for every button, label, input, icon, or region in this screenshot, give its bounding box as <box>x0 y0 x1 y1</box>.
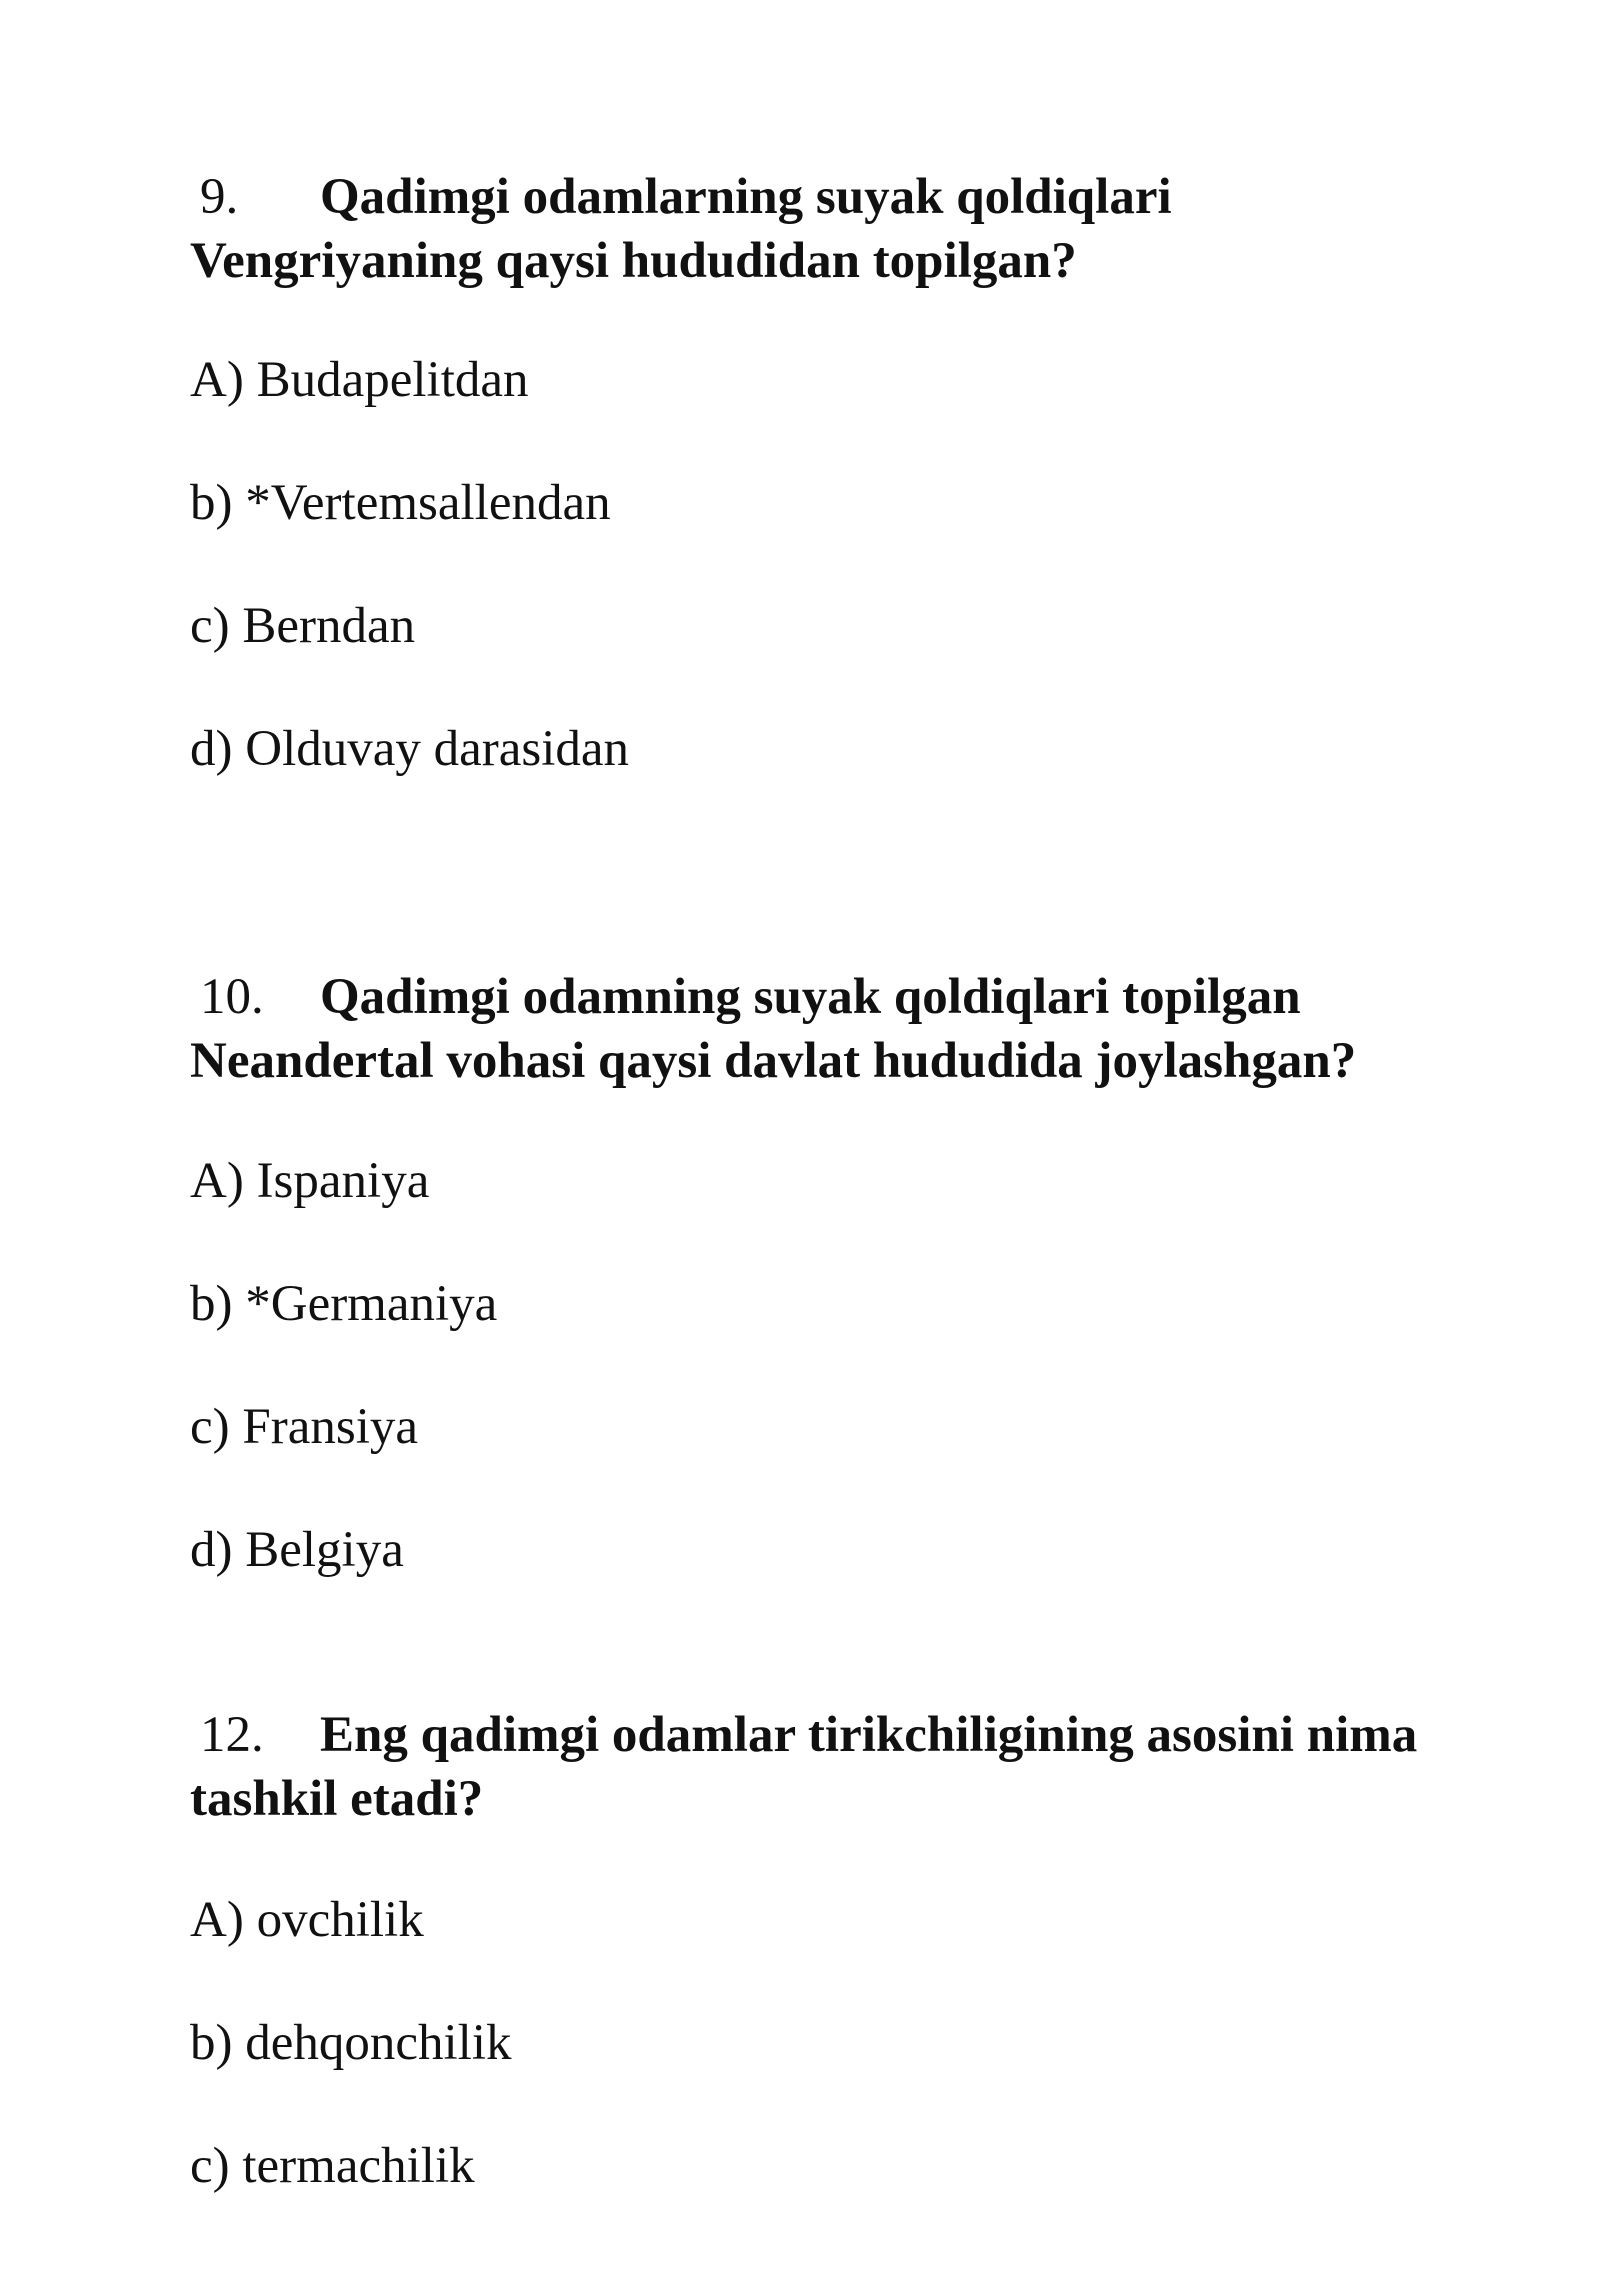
question-text <box>190 165 1450 293</box>
option-a: A) Budapelitdan <box>190 352 529 408</box>
question-10 <box>190 965 1450 1093</box>
option-c: c) Berndan <box>190 598 416 654</box>
option-d: d) Belgiya <box>190 1522 404 1578</box>
question-number: 10. <box>200 969 264 1025</box>
option-c: c) termachilik <box>190 2138 475 2194</box>
question-text <box>190 1703 1450 1831</box>
option-b: b) *Germaniya <box>190 1276 498 1332</box>
question-number: 9. <box>200 169 239 225</box>
option-b: b) dehqonchilik <box>190 2015 512 2071</box>
option-a: A) Ispaniya <box>190 1153 430 1209</box>
question-12 <box>190 1703 1450 1831</box>
option-d: d) Olduvay darasidan <box>190 721 630 777</box>
question-text <box>190 965 1450 1093</box>
question-body: Qadimgi odamning suyak qoldiqlari topilgan Neandertal vohasi qaysi davlat hududida joylashgan? <box>190 969 1357 1089</box>
option-b: b) *Vertemsallendan <box>190 475 611 531</box>
question-body: Qadimgi odamlarning suyak qoldiqlari Vengriyaning qaysi hududidan topilgan? <box>190 169 1172 289</box>
option-c: c) Fransiya <box>190 1399 419 1455</box>
option-a: A) ovchilik <box>190 1892 424 1948</box>
question-body: Eng qadimgi odamlar tirikchiligining asosini nima tashkil etadi? <box>190 1707 1418 1827</box>
question-number: 12. <box>200 1707 264 1763</box>
question-9 <box>190 165 1450 293</box>
